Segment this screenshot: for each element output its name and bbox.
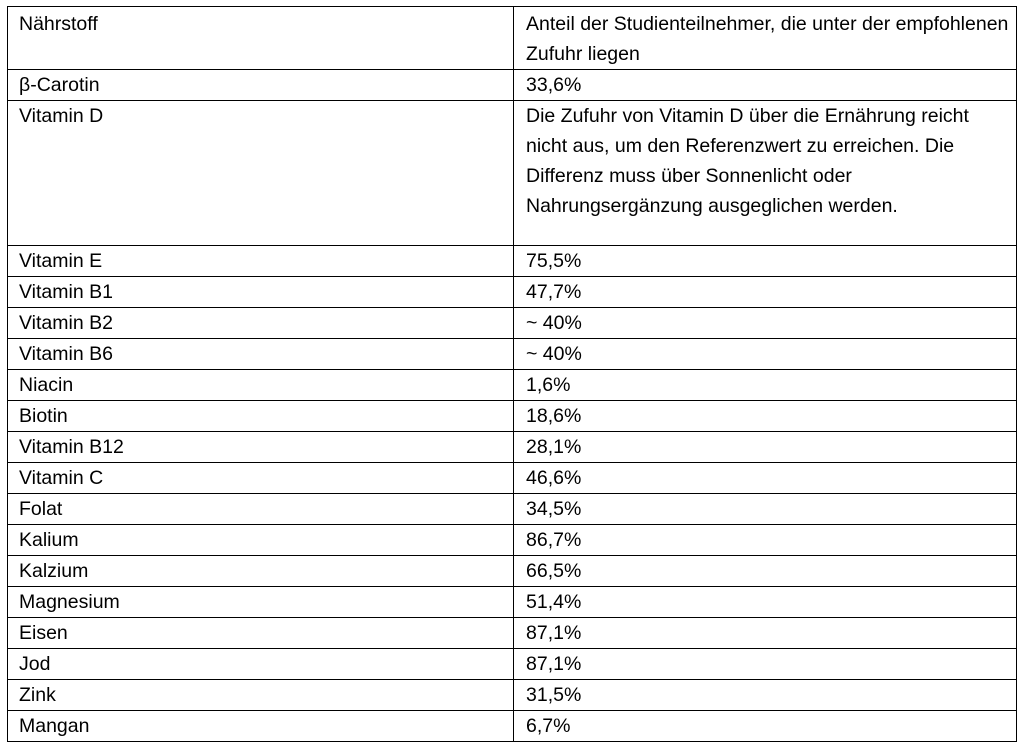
nutrient-cell: Biotin [8, 401, 514, 432]
nutrient-cell: Zink [8, 680, 514, 711]
nutrient-cell: Jod [8, 649, 514, 680]
nutrient-cell: Vitamin B6 [8, 339, 514, 370]
nutrient-cell: Magnesium [8, 587, 514, 618]
nutrient-cell: Vitamin B1 [8, 277, 514, 308]
nutrient-cell: Vitamin E [8, 246, 514, 277]
table-row [8, 401, 1017, 432]
nutrient-cell: β-Carotin [8, 70, 514, 101]
table-row [8, 587, 1017, 618]
nutrient-cell: Niacin [8, 370, 514, 401]
table-row [8, 277, 1017, 308]
nutrient-cell: Vitamin B12 [8, 432, 514, 463]
table-body [8, 7, 1017, 742]
nutrient-table [7, 6, 1017, 742]
share-cell: 31,5% [514, 680, 1017, 711]
table-row [8, 649, 1017, 680]
table-row [8, 70, 1017, 101]
share-cell: 6,7% [514, 711, 1017, 742]
nutrient-cell: Vitamin C [8, 463, 514, 494]
share-cell: 87,1% [514, 649, 1017, 680]
table-row [8, 370, 1017, 401]
nutrient-cell: Vitamin D [8, 101, 514, 246]
share-cell: ~ 40% [514, 339, 1017, 370]
nutrient-cell: Vitamin B2 [8, 308, 514, 339]
nutrient-cell: Kalium [8, 525, 514, 556]
header-nutrient: Nährstoff [8, 7, 514, 70]
share-cell: ~ 40% [514, 308, 1017, 339]
nutrient-cell: Kalzium [8, 556, 514, 587]
table-row [8, 525, 1017, 556]
table-row [8, 556, 1017, 587]
table-row [8, 101, 1017, 246]
share-cell: 87,1% [514, 618, 1017, 649]
share-cell: Die Zufuhr von Vitamin D über die Ernährung reicht nicht aus, um den Referenzwert zu erreichen. Die Differenz muss über Sonnenlicht oder Nahrungsergänzung ausgeglichen werden. [514, 101, 1017, 246]
share-cell: 34,5% [514, 494, 1017, 525]
share-cell: 46,6% [514, 463, 1017, 494]
nutrient-cell: Mangan [8, 711, 514, 742]
table-row [8, 618, 1017, 649]
table-row [8, 711, 1017, 742]
share-cell: 51,4% [514, 587, 1017, 618]
table-header-row [8, 7, 1017, 70]
nutrient-cell: Eisen [8, 618, 514, 649]
table-row [8, 308, 1017, 339]
table-row [8, 246, 1017, 277]
table-row [8, 432, 1017, 463]
share-cell: 47,7% [514, 277, 1017, 308]
nutrient-cell: Folat [8, 494, 514, 525]
table-row [8, 494, 1017, 525]
share-cell: 33,6% [514, 70, 1017, 101]
table-row [8, 680, 1017, 711]
share-cell: 66,5% [514, 556, 1017, 587]
table-row [8, 463, 1017, 494]
header-share: Anteil der Studienteilnehmer, die unter der empfohlenen Zufuhr liegen [514, 7, 1017, 70]
share-cell: 28,1% [514, 432, 1017, 463]
share-cell: 86,7% [514, 525, 1017, 556]
share-cell: 18,6% [514, 401, 1017, 432]
share-cell: 75,5% [514, 246, 1017, 277]
share-cell: 1,6% [514, 370, 1017, 401]
table-row [8, 339, 1017, 370]
